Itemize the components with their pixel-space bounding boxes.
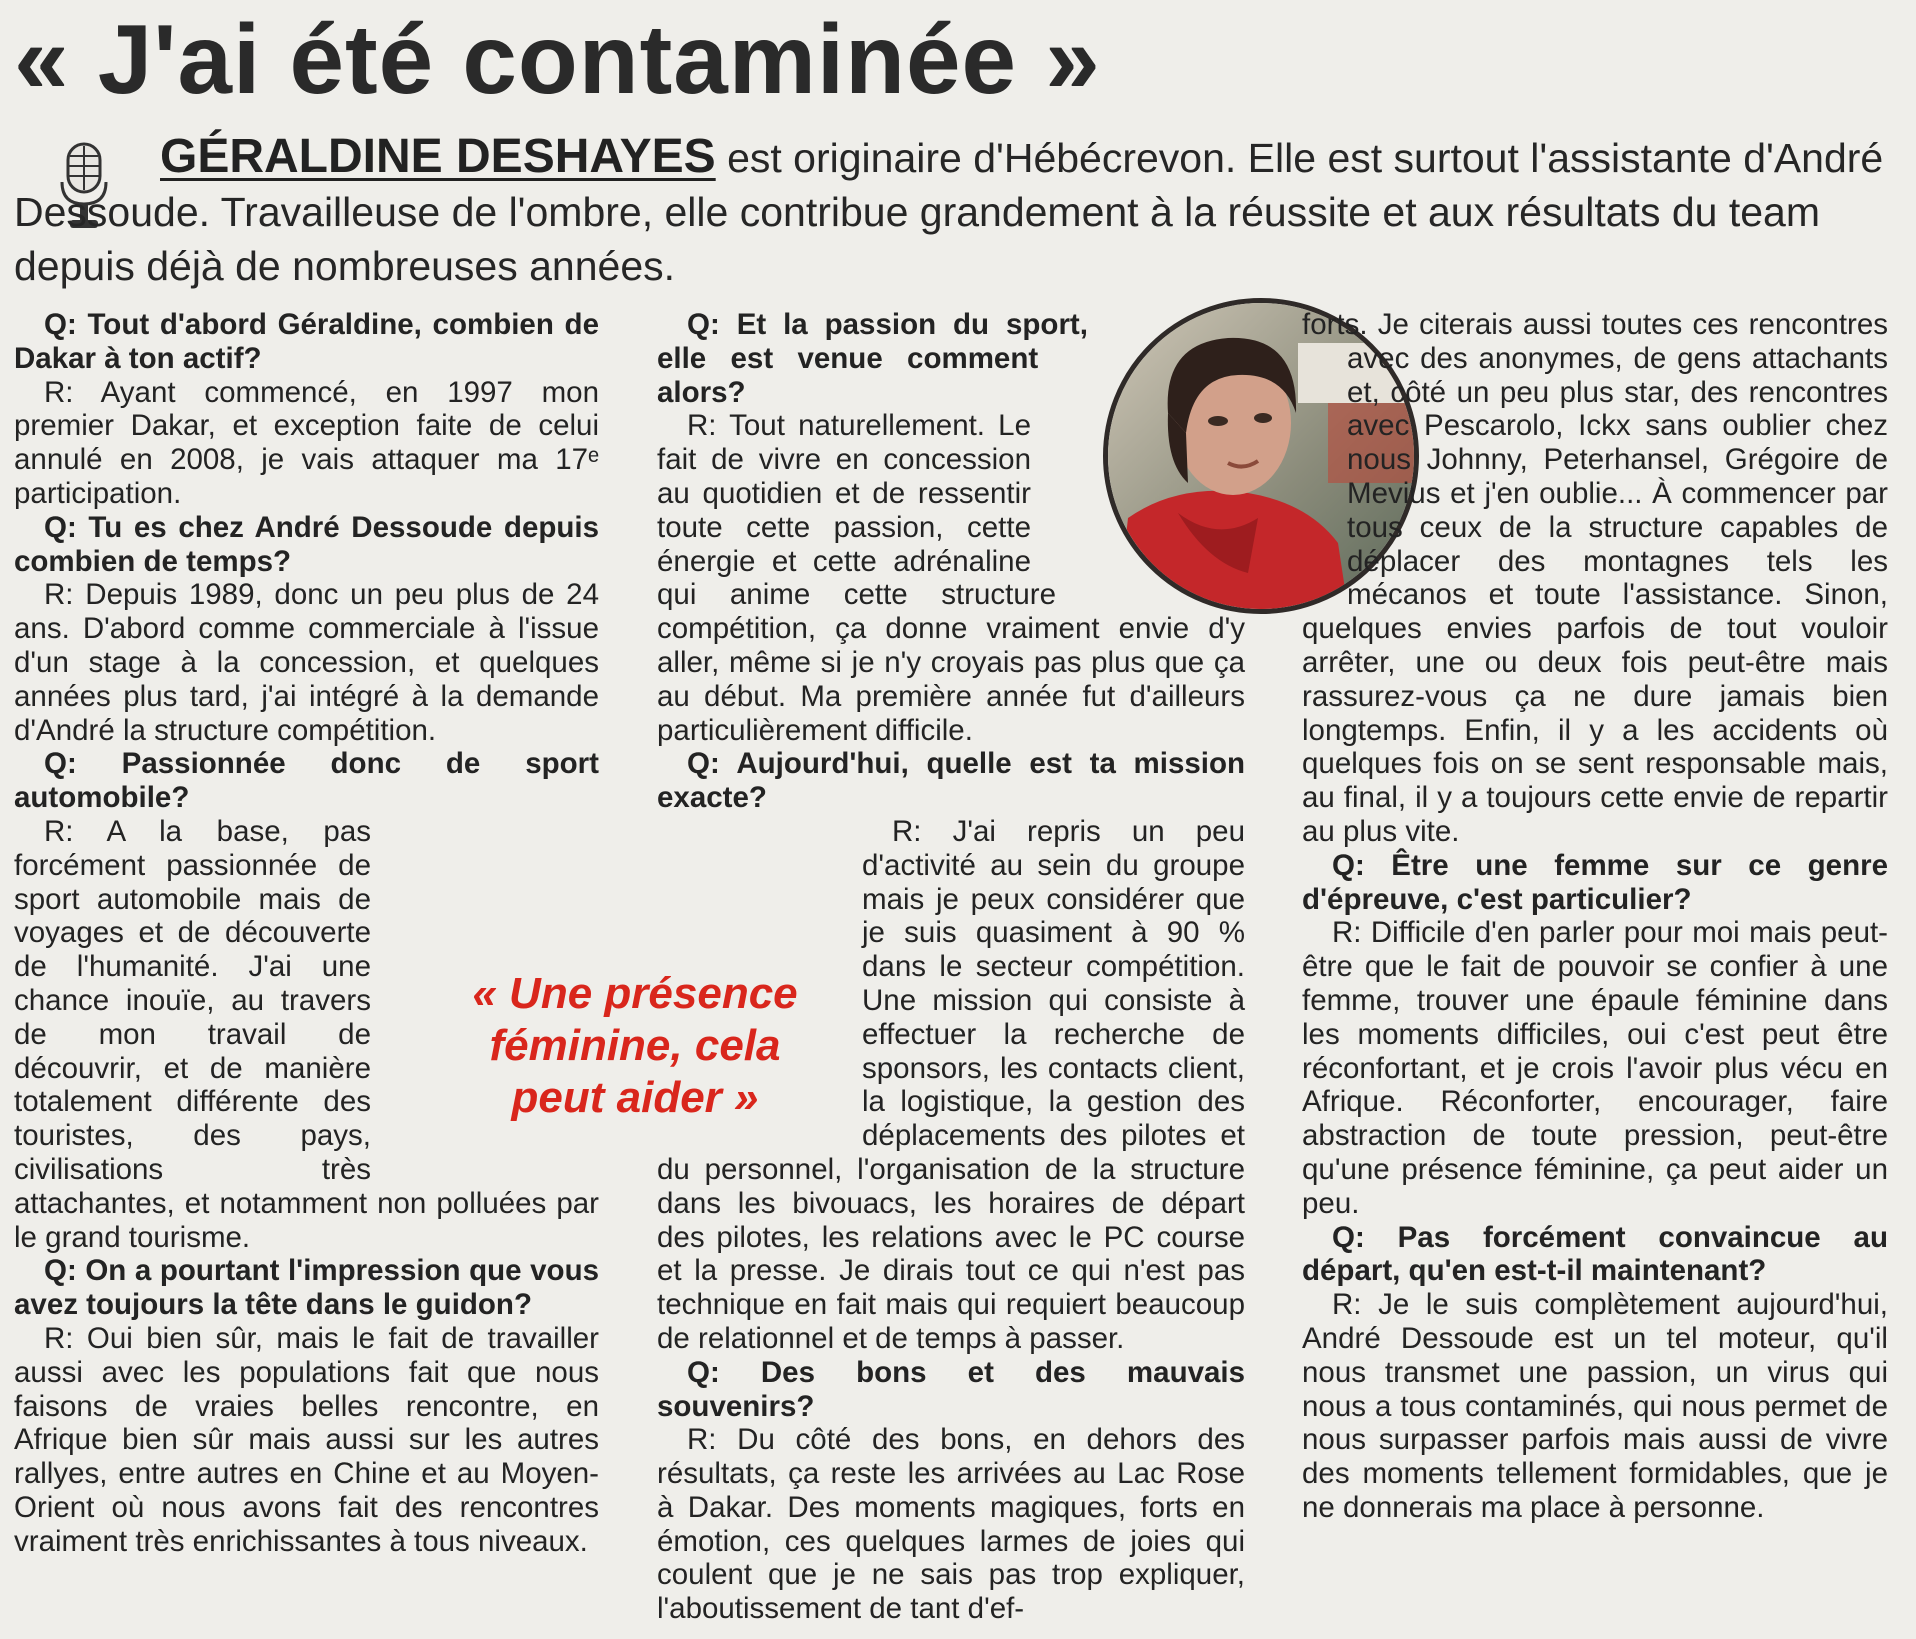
answer-4: R: Oui bien sûr, mais le fait de travailler aussi avec les populations fait que nous faisons de vraies belles rencontre, en Afrique bien sûr mais aussi sur les autres rallyes, entre autres en Chine et au Moyen-Orient où nous avons fait des rencontres vraiment très enrichissantes à tous niveaux. (14, 1321, 599, 1558)
answer-3-text: R: A la base, pas forcément passionnée de sport automobile mais de voyages et de découverte de l'humanité. J'ai une chance inouïe, au travers de mon travail de découvrir, et de manière totalement différente des touristes, des pays, civilisations très attachantes, et notamment non polluées par le grand tourisme. (14, 814, 599, 1254)
subject-name: GÉRALDINE DESHAYES (160, 130, 716, 183)
answer-7: R: Du côté des bons, en dehors des résultats, ça reste les arrivées au Lac Rose à Dakar. Des moments magiques, forts en émotion, ces quelques larmes de joies qui coulent que je ne sais pas trop expliquer, l'aboutissement de tant d'ef- (657, 1423, 1245, 1626)
question-3: Q: Passionnée donc de sport automobile? (14, 747, 599, 815)
continued-text: forts. Je citerais aussi toutes ces rencontres avec des anonymes, de gens attachants et, côté un peu plus star, des rencontres avec Pescarolo, Ickx sans oublier chez nous Johnny, Peterhansel, Grégoire de Mevius et j'en oublie... À commencer par tous ceux de la structure capables de déplacer des montagnes tels les mécanos et toute l'assistance. Sinon, quelques envies parfois de tout vouloir arrêter, une ou deux fois peut-être mais rassurez-vous ça ne dure jamais bien longtemps. Enfin, il y a les accidents où quelques fois on se sent responsable mais, au final, il y a toujours cette envie de repartir au plus vite. (1302, 308, 1888, 848)
intro-text: est originaire d'Hébécrevon. Elle est surtout l'assistante d'André Dessoude. Travailleuse de l'ombre, elle contribue grandement à la réussite et aux résultats du team depuis déjà de nombreuses années. (14, 135, 1884, 289)
question-9: Q: Pas forcément convaincue au départ, qu'en est-t-il maintenant? (1302, 1220, 1888, 1288)
question-6: Q: Aujourd'hui, quelle est ta mission exacte? (657, 747, 1245, 815)
answer-6-text: R: J'ai repris un peu d'activité au sein du groupe mais je peux considérer que je suis quasiment à 90 % dans le secteur compétition. Une mission qui consiste à effectuer la recherche de sponsors, les contacts client, la logistique, la gestion des déplacements des pilotes et du personnel, l'organisation de la structure dans les bivouacs, les horaires de départ des pilotes, les relations avec le PC course et la presse. Je dirais tout ce qui n'est pas technique en fait mais qui requiert beaucoup de relationnel et de temps à passer. (657, 814, 1245, 1355)
answer-1: R: Ayant commencé, en 1997 mon premier Dakar, et exception faite de celui annulé en 2008, je vais attaquer ma 17ᵉ participation. (14, 375, 599, 510)
column-1 (14, 308, 599, 1558)
pull-quote: « Une présence féminine, cela peut aider » (472, 969, 798, 1122)
answer-9: R: Je le suis complètement aujourd'hui, André Dessoude est un tel moteur, qu'il nous transmet une passion, un virus qui nous a tous contaminés, qui nous permet de nous surpasser parfois mais aussi de vivre des moments tellement formidables, que je ne donnerais ma place à personne. (1302, 1288, 1888, 1524)
article-intro (14, 130, 1894, 293)
question-5: Q: Et la passion du sport, elle est venue comment alors? (657, 308, 1088, 409)
question-1: Q: Tout d'abord Géraldine, combien de Dakar à ton actif? (14, 308, 599, 375)
answer-5: R: Tout naturellement. Le fait de vivre en concession au quotidien et de ressentir toute cette passion, cette énergie et cette adrénaline qui anime cette structure compétition, ça donne vraiment envie d'y aller, même si je n'y croyais pas plus que ça au début. Ma première année fut d'ailleurs particulièrement difficile. (657, 409, 1245, 747)
answer-2: R: Depuis 1989, donc un peu plus de 24 ans. D'abord comme commerciale à l'issue d'un stage à la concession, et quelques années plus tard, j'ai intégré à la demande d'André la structure compétition. (14, 578, 599, 747)
question-8: Q: Être une femme sur ce genre d'épreuve, c'est particulier? (1302, 848, 1888, 916)
column-3 (1302, 308, 1888, 1525)
question-4: Q: On a pourtant l'impression que vous avez toujours la tête dans le guidon? (14, 1254, 599, 1322)
question-7: Q: Des bons et des mauvais souvenirs? (657, 1355, 1245, 1423)
answer-8: R: Difficile d'en parler pour moi mais peut-être que le fait de pouvoir se confier à une femme, trouver une épaule féminine dans les moments difficiles, oui c'est peut être réconfortant, et je crois l'avoir plus vécu en Afrique. Réconforter, encourager, faire abstraction de toute pression, peut-être qu'une présence féminine, ça peut aider un peu. (1302, 916, 1888, 1220)
question-2: Q: Tu es chez André Dessoude depuis combien de temps? (14, 510, 599, 578)
article-title: « J'ai été contaminée » (14, 4, 1101, 114)
